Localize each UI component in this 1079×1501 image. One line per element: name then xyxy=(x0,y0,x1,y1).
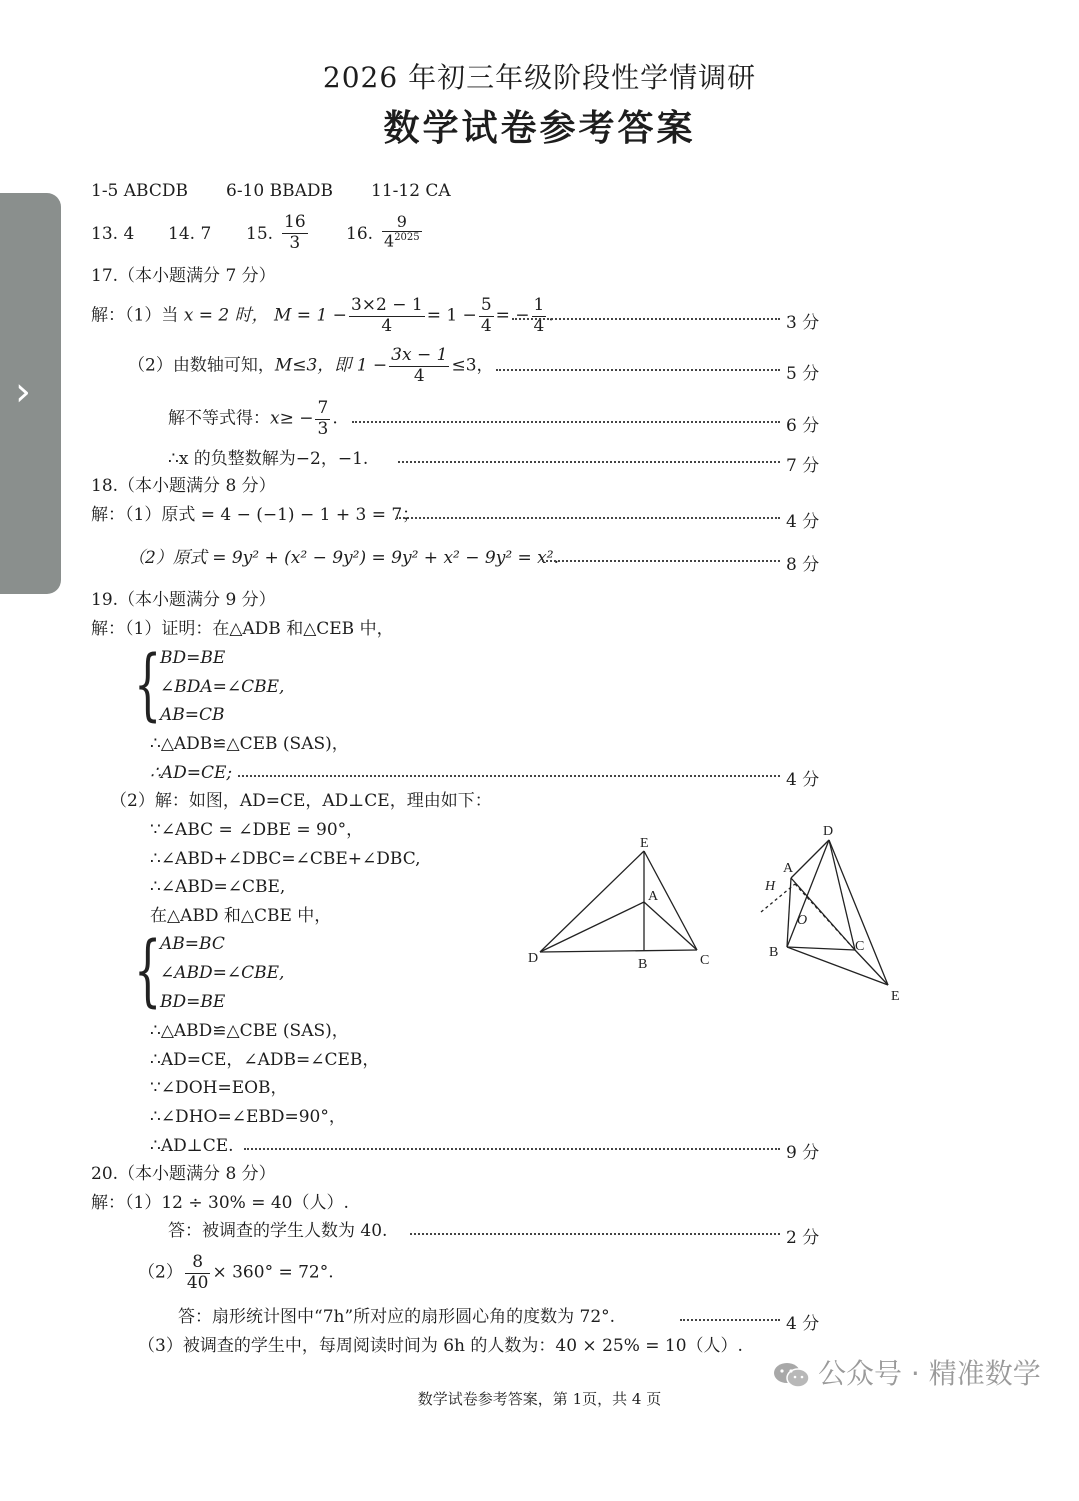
q20-l3-prefix: （2） xyxy=(138,1262,183,1283)
mc-answers-1-5: 1-5 ABCDB xyxy=(91,181,188,201)
label-H: H xyxy=(765,879,776,894)
q19-score-1: 4 分 xyxy=(786,770,820,790)
segment-BE xyxy=(787,947,888,985)
q17-l3-expr: x≥ − xyxy=(270,408,314,429)
q19-p2-cond2: ∠ABD=∠CBE, xyxy=(160,963,285,983)
q17-line1 xyxy=(91,296,554,336)
dot-leader xyxy=(396,517,780,519)
power-exponent: 2025 xyxy=(394,232,420,244)
q17-l1-prefix: 解：（1）当 xyxy=(91,305,179,326)
answer-14: 14. 7 xyxy=(168,224,212,244)
left-brace: { xyxy=(134,926,162,1016)
q19-p2-cond3: BD=BE xyxy=(160,992,226,1012)
fraction-numerator: 7 xyxy=(317,398,329,418)
q20-l3-end: × 360° = 72°. xyxy=(212,1262,334,1283)
document-title: 2026 年初三年级阶段性学情调研 xyxy=(322,61,757,94)
q17-l3-end: . xyxy=(332,408,338,429)
segment-DB xyxy=(787,840,829,947)
q17-score-2: 5 分 xyxy=(786,364,820,384)
q19-p2-cond1: AB=BC xyxy=(160,934,225,954)
label-B: B xyxy=(769,945,779,960)
mc-answers-6-10: 6-10 BBADB xyxy=(226,181,333,201)
answer-13: 13. 4 xyxy=(91,224,135,244)
q20-line1: 解：（1）12 ÷ 30% = 40（人）. xyxy=(91,1193,349,1213)
fraction-numerator: 5 xyxy=(480,295,492,315)
q17-l2-end: ≤3， xyxy=(451,355,494,376)
q19-p2-line3: ∴∠ABD=∠CBE, xyxy=(150,877,286,897)
dot-leader xyxy=(496,369,780,371)
q19-p2-conclusion3: ∵∠DOH=EOB， xyxy=(150,1078,288,1098)
q17-l3-prefix: 解不等式得： xyxy=(168,408,270,429)
segment-AC xyxy=(644,902,697,950)
segment-CE xyxy=(855,950,888,985)
q19-p2-conclusion4: ∴∠DHO=∠EBD=90°， xyxy=(150,1107,346,1127)
q19-p2-line1: ∵∠ABC = ∠DBE = 90°， xyxy=(150,820,364,840)
q19-heading: 19.（本小题满分 9 分） xyxy=(91,590,276,610)
label-O: O xyxy=(797,913,808,928)
answer-16-label: 16. xyxy=(346,224,374,244)
q19-p1-cond3: AB=CB xyxy=(160,705,225,725)
q20-score-2: 4 分 xyxy=(786,1314,820,1334)
answer-15-fraction xyxy=(280,213,310,253)
q17-score-4: 7 分 xyxy=(786,456,820,476)
page-footer: 数学试卷参考答案，第 1页，共 4 页 xyxy=(417,1390,662,1408)
segment-DA xyxy=(791,840,829,878)
dot-leader xyxy=(352,421,780,423)
q19-p2-conclusion2: ∴AD=CE，∠ADB=∠CEB， xyxy=(150,1050,380,1070)
label-D: D xyxy=(823,824,834,839)
label-E: E xyxy=(640,836,649,851)
q20-line4: 答：扇形统计图中“7h”所对应的扇形圆心角的度数为 72°. xyxy=(178,1307,616,1327)
fraction-denominator: 4 xyxy=(480,315,492,336)
q19-p2-line2: ∴∠ABD+∠DBC=∠CBE+∠DBC, xyxy=(150,849,421,869)
q20-line5: （3）被调查的学生中，每周阅读时间为 6h 的人数为：40 × 25% = 10（人）. xyxy=(138,1336,743,1356)
watermark-text: 公众号 · 精准数学 xyxy=(818,1357,1041,1390)
dot-leader xyxy=(680,1319,780,1321)
q19-p2-conclusion1: ∴△ABD≌△CBE (SAS)， xyxy=(150,1021,349,1041)
watermark xyxy=(772,1352,1041,1392)
q19-p2-intro: （2）解：如图，AD=CE，AD⊥CE，理由如下： xyxy=(110,791,492,811)
segment-DE xyxy=(829,840,888,985)
fraction-denominator: 3 xyxy=(317,418,329,439)
wechat-icon xyxy=(772,1360,812,1390)
q20-line2: 答：被调查的学生人数为 40. xyxy=(168,1221,388,1241)
geometry-figure-1 xyxy=(520,830,720,975)
q17-l1-cond: x = 2 时， xyxy=(183,305,269,326)
q17-line2 xyxy=(128,346,494,386)
dot-leader xyxy=(410,1233,780,1235)
left-brace: { xyxy=(134,640,162,730)
fraction-numerator: 3×2 − 1 xyxy=(350,295,423,315)
dot-leader xyxy=(512,318,780,320)
fraction-denominator: 40 xyxy=(186,1272,209,1293)
q17-l1-expr-a: M = 1 − xyxy=(274,305,347,326)
q17-line3 xyxy=(168,399,338,439)
q19-p1-cond2: ∠BDA=∠CBE, xyxy=(160,677,285,697)
q19-p1-conclusion1: ∴△ADB≌△CEB (SAS)， xyxy=(150,734,349,754)
fraction-denominator: 4 xyxy=(533,315,545,336)
q17-line4: ∴x 的负整数解为−2，−1. xyxy=(168,449,369,469)
q17-l1-end: . xyxy=(548,305,554,326)
q20-score-1: 2 分 xyxy=(786,1228,820,1248)
answer-15-label: 15. xyxy=(246,224,274,244)
fraction-denominator: 3 xyxy=(289,232,301,253)
geometry-figure-2 xyxy=(755,820,915,1010)
q17-l1-expr-b: = 1 − xyxy=(426,305,477,326)
q19-p1-conclusion2: ∴AD=CE; xyxy=(150,763,233,783)
fraction-numerator: 8 xyxy=(185,1253,211,1274)
power-base: 4 xyxy=(384,231,395,251)
fraction-numerator: 16 xyxy=(284,212,306,232)
q19-p1-intro: 解：（1）证明：在△ADB 和△CEB 中， xyxy=(91,619,394,639)
q18-line2: （2）原式 = 9y² + (x² − 9y²) = 9y² + x² − 9y² = x². xyxy=(128,548,559,568)
fraction-numerator: 3x − 1 xyxy=(391,345,448,365)
mc-answers-11-12: 11-12 CA xyxy=(371,181,451,201)
side-expand-panel[interactable] xyxy=(0,193,61,594)
dot-leader xyxy=(398,461,780,463)
q17-l1-expr-c: = − xyxy=(495,305,530,326)
q19-p2-conclusion5: ∴AD⊥CE. xyxy=(150,1136,234,1156)
q18-heading: 18.（本小题满分 8 分） xyxy=(91,476,276,496)
label-C: C xyxy=(700,953,710,968)
q19-p1-cond1: BD=BE xyxy=(160,648,226,668)
dot-leader xyxy=(238,775,780,777)
label-C: C xyxy=(855,939,865,954)
q18-line1: 解：（1）原式 = 4 − (−1) − 1 + 3 = 7； xyxy=(91,505,420,525)
fraction-numerator: 9 xyxy=(382,213,422,232)
dot-leader xyxy=(244,1148,780,1150)
q19-p2-line4: 在△ABD 和△CBE 中， xyxy=(150,906,332,926)
q17-l2-cond: M≤3，即 1 − xyxy=(274,355,388,376)
chevron-right-icon[interactable]: › xyxy=(15,369,31,415)
segment-BC xyxy=(787,947,855,950)
label-E: E xyxy=(891,989,900,1004)
label-A: A xyxy=(648,889,659,904)
q19-score-2: 9 分 xyxy=(786,1143,820,1163)
fraction-denominator: 4 xyxy=(413,365,425,386)
segment-DE xyxy=(540,851,644,952)
segment-DC xyxy=(540,950,697,952)
q17-score-3: 6 分 xyxy=(786,416,820,436)
label-A: A xyxy=(783,861,794,876)
fraction-denominator: 4 xyxy=(381,315,393,336)
segment-DA xyxy=(540,902,644,952)
q18-score-1: 4 分 xyxy=(786,512,820,532)
q17-score-1: 3 分 xyxy=(786,313,820,333)
fraction-numerator: 1 xyxy=(533,295,545,315)
q17-l2-prefix: （2）由数轴可知， xyxy=(128,355,275,376)
label-D: D xyxy=(528,951,539,966)
document-subtitle: 数学试卷参考答案 xyxy=(383,107,696,149)
label-B: B xyxy=(638,957,648,972)
answer-16-fraction xyxy=(380,213,424,251)
q17-heading: 17.（本小题满分 7 分） xyxy=(91,266,276,286)
q18-score-2: 8 分 xyxy=(786,555,820,575)
dot-leader xyxy=(542,560,780,562)
q20-line3 xyxy=(138,1253,334,1293)
q20-heading: 20.（本小题满分 8 分） xyxy=(91,1164,276,1184)
